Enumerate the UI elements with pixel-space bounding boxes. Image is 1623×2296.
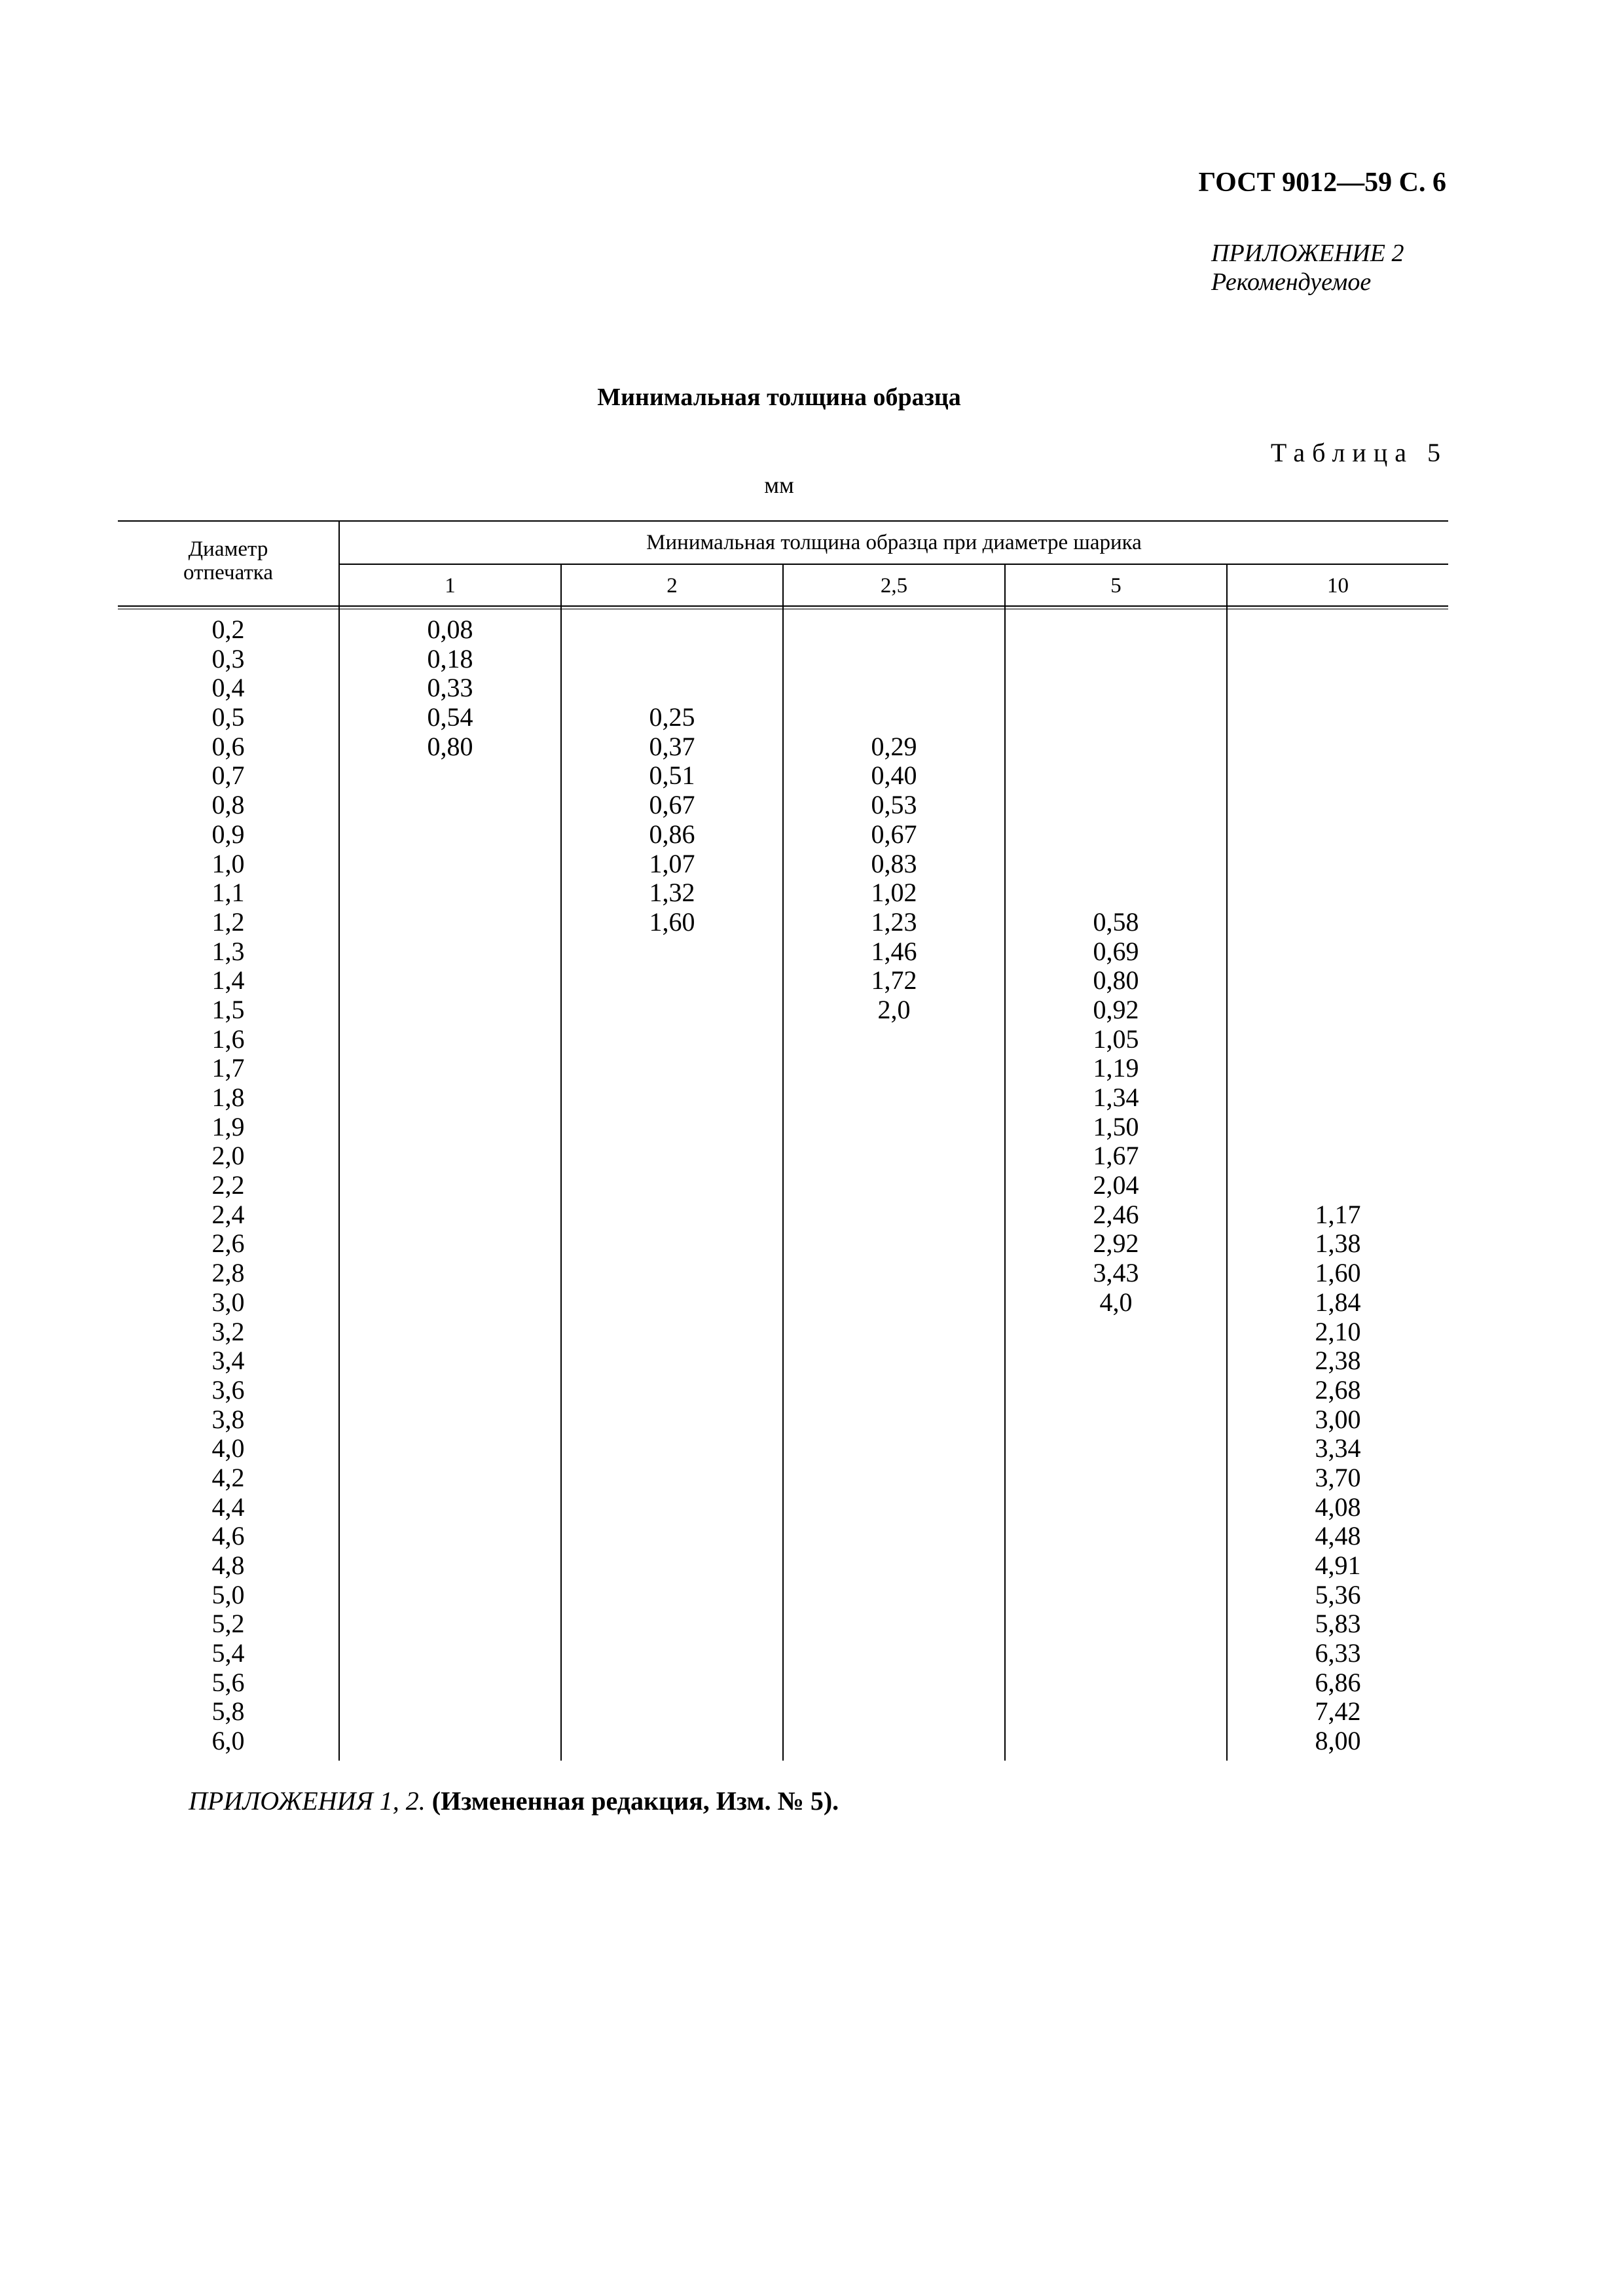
thickness-cell xyxy=(562,1025,782,1054)
imprint-diameter-cell: 4,0 xyxy=(211,1433,245,1463)
thickness-cell: 2,0 xyxy=(877,994,911,1024)
thickness-cell: 3,00 xyxy=(1315,1404,1361,1434)
imprint-diameter-cell: 0,6 xyxy=(211,731,245,761)
thickness-cell xyxy=(340,908,560,937)
thickness-cell xyxy=(784,1493,1004,1522)
thickness-cell xyxy=(784,1405,1004,1435)
imprint-diameter-cell: 1,4 xyxy=(211,965,245,996)
thickness-cell xyxy=(784,1259,1004,1288)
thickness-cell xyxy=(340,1609,560,1639)
thickness-cell xyxy=(1006,703,1226,732)
thickness-cell xyxy=(1228,850,1448,879)
thickness-cell: 5,36 xyxy=(1315,1579,1361,1609)
ball-diameter-header: 1 xyxy=(445,574,456,598)
thickness-cell xyxy=(1228,673,1448,703)
thickness-cell: 0,40 xyxy=(871,761,917,791)
thickness-cell: 0,58 xyxy=(1093,906,1139,937)
thickness-cell: 1,46 xyxy=(871,936,917,966)
appendix-status: Рекомендуемое xyxy=(1211,268,1372,296)
thickness-cell: 8,00 xyxy=(1315,1726,1361,1756)
thickness-cell xyxy=(784,1141,1004,1171)
thickness-cell xyxy=(1006,850,1226,879)
thickness-cell xyxy=(562,1259,782,1288)
thickness-cell: 1,38 xyxy=(1315,1229,1361,1259)
group-header: Минимальная толщина образца при диаметре шарика xyxy=(646,531,1142,554)
thickness-cell xyxy=(1006,1727,1226,1756)
thickness-cell xyxy=(784,673,1004,703)
thickness-cell: 2,68 xyxy=(1315,1374,1361,1405)
imprint-diameter-cell: 4,4 xyxy=(211,1492,245,1522)
thickness-cell xyxy=(784,1434,1004,1463)
thickness-cell xyxy=(1228,645,1448,674)
thickness-cell xyxy=(340,1171,560,1200)
thickness-cell: 1,34 xyxy=(1093,1083,1139,1112)
thickness-cell: 0,33 xyxy=(427,673,473,703)
thickness-cell: 4,0 xyxy=(1099,1287,1133,1317)
imprint-diameter-cell: 0,3 xyxy=(211,643,245,673)
thickness-cell: 1,67 xyxy=(1093,1141,1139,1171)
thickness-cell: 0,29 xyxy=(871,731,917,761)
thickness-cell xyxy=(562,1405,782,1435)
thickness-cell: 0,53 xyxy=(871,790,917,820)
thickness-cell: 6,86 xyxy=(1315,1667,1361,1697)
thickness-cell xyxy=(1006,1376,1226,1405)
thickness-cell xyxy=(784,1346,1004,1376)
thickness-cell xyxy=(1228,1025,1448,1054)
thickness-cell: 0,18 xyxy=(427,643,473,673)
imprint-diameter-cell: 5,8 xyxy=(211,1696,245,1727)
thickness-cell xyxy=(1228,791,1448,820)
thickness-cell: 0,25 xyxy=(649,702,695,732)
thickness-cell: 2,04 xyxy=(1093,1170,1139,1200)
imprint-diameter-cell: 0,5 xyxy=(211,702,245,732)
table-top-rule xyxy=(118,520,1448,522)
imprint-diameter-cell: 2,0 xyxy=(211,1141,245,1171)
thickness-cell xyxy=(562,1083,782,1113)
imprint-diameter-cell: 0,8 xyxy=(211,790,245,820)
note-amendment: (Измененная редакция, Изм. № 5). xyxy=(431,1786,839,1816)
imprint-diameter-cell: 1,5 xyxy=(211,994,245,1024)
thickness-cell xyxy=(340,878,560,908)
thickness-cell xyxy=(1006,1609,1226,1639)
thickness-cell xyxy=(562,1668,782,1698)
thickness-cell xyxy=(784,1376,1004,1405)
thickness-cell xyxy=(784,1581,1004,1610)
thickness-cell: 0,51 xyxy=(649,761,695,791)
thickness-column-ball-5 xyxy=(1006,615,1226,1756)
thickness-cell xyxy=(784,1288,1004,1318)
thickness-cell xyxy=(340,1434,560,1463)
thickness-cell xyxy=(340,1697,560,1727)
thickness-cell xyxy=(562,1434,782,1463)
thickness-cell xyxy=(340,1229,560,1259)
thickness-cell xyxy=(562,1229,782,1259)
imprint-diameter-cell: 6,0 xyxy=(211,1726,245,1756)
thickness-cell xyxy=(340,820,560,850)
thickness-cell: 1,17 xyxy=(1315,1199,1361,1229)
thickness-cell xyxy=(1228,761,1448,791)
thickness-cell xyxy=(562,1288,782,1318)
thickness-cell xyxy=(1228,1113,1448,1142)
thickness-cell xyxy=(562,1054,782,1083)
table-title: Минимальная толщина образца xyxy=(597,384,961,411)
thickness-cell xyxy=(1006,1405,1226,1435)
thickness-cell xyxy=(784,1054,1004,1083)
imprint-diameter-cell: 1,2 xyxy=(211,906,245,937)
thickness-cell xyxy=(1228,937,1448,967)
imprint-diameter-cell: 0,7 xyxy=(211,761,245,791)
appendix-block xyxy=(1211,239,1404,296)
thickness-cell xyxy=(562,615,782,645)
thickness-cell: 2,38 xyxy=(1315,1346,1361,1376)
thickness-cell xyxy=(562,937,782,967)
group-header-rule xyxy=(338,564,1448,565)
thickness-cell xyxy=(784,1171,1004,1200)
thickness-cell xyxy=(1006,673,1226,703)
thickness-cell: 7,42 xyxy=(1315,1696,1361,1727)
thickness-cell xyxy=(340,1668,560,1698)
thickness-cell xyxy=(1006,1551,1226,1581)
imprint-diameter-cell: 3,8 xyxy=(211,1404,245,1434)
thickness-cell xyxy=(340,1463,560,1493)
thickness-cell xyxy=(784,1083,1004,1113)
thickness-cell xyxy=(784,1727,1004,1756)
thickness-cell xyxy=(562,996,782,1025)
thickness-cell xyxy=(340,1639,560,1668)
thickness-cell: 0,92 xyxy=(1093,994,1139,1024)
thickness-cell xyxy=(1006,1668,1226,1698)
thickness-cell xyxy=(1006,645,1226,674)
thickness-cell xyxy=(784,1668,1004,1698)
imprint-diameter-cell: 3,4 xyxy=(211,1346,245,1376)
thickness-cell: 0,80 xyxy=(427,731,473,761)
thickness-cell: 3,70 xyxy=(1315,1462,1361,1492)
thickness-cell xyxy=(784,1113,1004,1142)
thickness-cell: 3,34 xyxy=(1315,1433,1361,1463)
thickness-cell xyxy=(784,1318,1004,1347)
thickness-cell xyxy=(784,703,1004,732)
thickness-cell xyxy=(340,850,560,879)
thickness-cell xyxy=(1006,1318,1226,1347)
imprint-diameter-header: Диаметр отпечатка xyxy=(183,537,273,584)
thickness-cell: 0,86 xyxy=(649,819,695,849)
ball-diameter-header: 10 xyxy=(1327,574,1349,598)
thickness-cell xyxy=(784,1639,1004,1668)
thickness-cell xyxy=(562,1141,782,1171)
thickness-cell xyxy=(1006,1522,1226,1551)
thickness-cell xyxy=(562,1609,782,1639)
imprint-diameter-cell: 5,2 xyxy=(211,1609,245,1639)
thickness-cell: 1,84 xyxy=(1315,1287,1361,1317)
thickness-cell: 4,48 xyxy=(1315,1521,1361,1551)
ball-diameter-header: 2 xyxy=(666,574,678,598)
thickness-cell: 0,83 xyxy=(871,848,917,878)
thickness-cell xyxy=(340,1288,560,1318)
thickness-cell xyxy=(340,1054,560,1083)
imprint-diameter-cell: 1,7 xyxy=(211,1053,245,1083)
imprint-diameter-cell: 5,0 xyxy=(211,1579,245,1609)
thickness-cell xyxy=(1228,1054,1448,1083)
thickness-table xyxy=(118,520,1448,1761)
thickness-cell: 1,60 xyxy=(1315,1258,1361,1288)
thickness-cell xyxy=(562,1463,782,1493)
thickness-cell xyxy=(1006,1434,1226,1463)
thickness-cell xyxy=(1228,703,1448,732)
thickness-cell xyxy=(1006,1581,1226,1610)
thickness-cell xyxy=(784,1609,1004,1639)
thickness-column-ball-1 xyxy=(340,615,560,1756)
thickness-cell xyxy=(784,1551,1004,1581)
thickness-cell xyxy=(1228,1141,1448,1171)
thickness-cell: 1,05 xyxy=(1093,1024,1139,1054)
thickness-cell xyxy=(1006,820,1226,850)
thickness-cell xyxy=(1228,996,1448,1025)
thickness-cell xyxy=(340,1113,560,1142)
thickness-cell xyxy=(1228,732,1448,762)
thickness-cell xyxy=(1228,908,1448,937)
imprint-diameter-cell: 3,0 xyxy=(211,1287,245,1317)
imprint-diameter-column xyxy=(118,615,338,1756)
thickness-cell xyxy=(1006,732,1226,762)
thickness-cell: 0,80 xyxy=(1093,965,1139,996)
thickness-cell xyxy=(562,1727,782,1756)
thickness-cell: 1,19 xyxy=(1093,1053,1139,1083)
thickness-cell xyxy=(340,1581,560,1610)
thickness-cell xyxy=(562,1113,782,1142)
thickness-cell xyxy=(562,1200,782,1230)
thickness-cell xyxy=(784,1200,1004,1230)
thickness-cell: 6,33 xyxy=(1315,1638,1361,1668)
thickness-cell xyxy=(340,1405,560,1435)
imprint-diameter-cell: 1,0 xyxy=(211,848,245,878)
thickness-cell: 0,67 xyxy=(649,790,695,820)
imprint-diameter-cell: 3,6 xyxy=(211,1374,245,1405)
thickness-cell xyxy=(1228,878,1448,908)
thickness-cell xyxy=(1006,791,1226,820)
imprint-diameter-cell: 4,6 xyxy=(211,1521,245,1551)
thickness-cell: 1,50 xyxy=(1093,1111,1139,1141)
standard-code: ГОСТ 9012—59 С. 6 xyxy=(1198,168,1446,198)
imprint-diameter-cell: 2,8 xyxy=(211,1258,245,1288)
thickness-cell xyxy=(340,966,560,996)
thickness-cell xyxy=(1006,1463,1226,1493)
appendix-title: ПРИЛОЖЕНИЕ 2 xyxy=(1211,240,1404,267)
imprint-diameter-cell: 1,1 xyxy=(211,878,245,908)
thickness-cell xyxy=(340,1346,560,1376)
thickness-cell xyxy=(340,1200,560,1230)
thickness-cell: 1,23 xyxy=(871,906,917,937)
thickness-cell xyxy=(340,996,560,1025)
thickness-cell xyxy=(784,1229,1004,1259)
thickness-cell xyxy=(562,1376,782,1405)
thickness-cell xyxy=(340,1259,560,1288)
thickness-cell xyxy=(1228,615,1448,645)
thickness-cell xyxy=(340,1141,560,1171)
imprint-diameter-cell: 2,6 xyxy=(211,1229,245,1259)
thickness-column-ball-2 xyxy=(562,615,782,1756)
imprint-diameter-cell: 3,2 xyxy=(211,1316,245,1346)
thickness-cell xyxy=(1228,820,1448,850)
thickness-column-ball-2-5 xyxy=(784,615,1004,1756)
thickness-cell: 1,07 xyxy=(649,848,695,878)
thickness-cell xyxy=(562,1697,782,1727)
thickness-cell xyxy=(1006,878,1226,908)
thickness-cell xyxy=(340,761,560,791)
thickness-cell xyxy=(1228,966,1448,996)
thickness-cell xyxy=(1228,1171,1448,1200)
thickness-cell xyxy=(562,1522,782,1551)
thickness-cell xyxy=(784,1697,1004,1727)
thickness-cell xyxy=(1006,1493,1226,1522)
thickness-cell xyxy=(1006,1346,1226,1376)
thickness-cell xyxy=(340,1083,560,1113)
thickness-cell xyxy=(1006,615,1226,645)
amendment-note xyxy=(189,1785,839,1816)
imprint-diameter-cell: 0,9 xyxy=(211,819,245,849)
thickness-cell: 2,46 xyxy=(1093,1199,1139,1229)
unit-label: мм xyxy=(764,472,794,498)
thickness-cell: 2,92 xyxy=(1093,1229,1139,1259)
imprint-diameter-cell: 0,4 xyxy=(211,673,245,703)
thickness-cell xyxy=(562,1551,782,1581)
note-appendices: ПРИЛОЖЕНИЯ 1, 2. xyxy=(189,1786,426,1816)
thickness-cell xyxy=(340,1727,560,1756)
thickness-cell xyxy=(340,1376,560,1405)
thickness-cell: 0,08 xyxy=(427,615,473,644)
thickness-cell xyxy=(784,645,1004,674)
thickness-cell xyxy=(1228,1083,1448,1113)
thickness-cell xyxy=(340,1318,560,1347)
table-number: Таблица 5 xyxy=(1270,438,1448,467)
imprint-diameter-cell: 2,4 xyxy=(211,1199,245,1229)
thickness-cell: 5,83 xyxy=(1315,1609,1361,1639)
thickness-cell xyxy=(562,1581,782,1610)
thickness-cell: 4,91 xyxy=(1315,1551,1361,1580)
thickness-cell xyxy=(562,1493,782,1522)
thickness-cell xyxy=(340,791,560,820)
thickness-cell xyxy=(562,966,782,996)
ball-diameter-header: 2,5 xyxy=(880,574,908,598)
thickness-cell: 0,54 xyxy=(427,702,473,732)
thickness-cell xyxy=(562,673,782,703)
thickness-cell xyxy=(784,1463,1004,1493)
thickness-cell: 3,43 xyxy=(1093,1258,1139,1288)
thickness-cell xyxy=(784,1522,1004,1551)
imprint-diameter-cell: 1,9 xyxy=(211,1111,245,1141)
thickness-cell xyxy=(562,645,782,674)
thickness-cell xyxy=(1006,1639,1226,1668)
imprint-diameter-cell: 5,6 xyxy=(211,1667,245,1697)
thickness-cell: 2,10 xyxy=(1315,1316,1361,1346)
thickness-column-ball-10 xyxy=(1228,615,1448,1756)
thickness-cell xyxy=(340,1522,560,1551)
thickness-cell xyxy=(340,1025,560,1054)
thickness-cell xyxy=(340,1493,560,1522)
ball-diameter-header: 5 xyxy=(1110,574,1122,598)
thickness-cell xyxy=(784,1025,1004,1054)
thickness-cell xyxy=(784,615,1004,645)
thickness-cell: 1,72 xyxy=(871,965,917,996)
imprint-diameter-cell: 4,2 xyxy=(211,1462,245,1492)
imprint-diameter-cell: 5,4 xyxy=(211,1638,245,1668)
imprint-diameter-cell: 1,6 xyxy=(211,1024,245,1054)
thickness-cell: 0,69 xyxy=(1093,936,1139,966)
imprint-diameter-cell: 2,2 xyxy=(211,1170,245,1200)
thickness-cell xyxy=(1006,761,1226,791)
imprint-diameter-cell: 1,3 xyxy=(211,936,245,966)
thickness-cell xyxy=(562,1639,782,1668)
thickness-cell xyxy=(340,937,560,967)
thickness-cell xyxy=(562,1171,782,1200)
thickness-cell xyxy=(562,1346,782,1376)
thickness-cell xyxy=(562,1318,782,1347)
thickness-cell: 4,08 xyxy=(1315,1492,1361,1522)
imprint-diameter-cell: 0,2 xyxy=(211,615,245,644)
thickness-cell: 1,02 xyxy=(871,878,917,908)
thickness-cell xyxy=(340,1551,560,1581)
thickness-cell: 1,32 xyxy=(649,878,695,908)
imprint-diameter-cell: 4,8 xyxy=(211,1551,245,1580)
thickness-cell: 1,60 xyxy=(649,906,695,937)
thickness-cell xyxy=(1006,1697,1226,1727)
imprint-diameter-cell: 1,8 xyxy=(211,1083,245,1112)
thickness-cell: 0,67 xyxy=(871,819,917,849)
thickness-cell: 0,37 xyxy=(649,731,695,761)
